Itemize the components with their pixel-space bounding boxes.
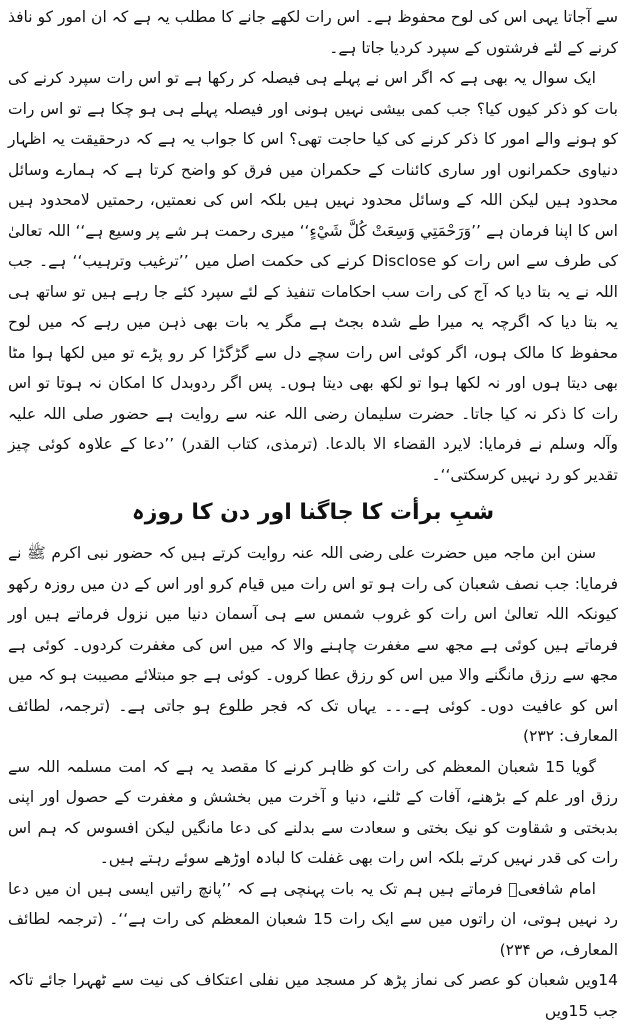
paragraph-question-answer: ایک سوال یہ بھی ہے کہ اگر اس نے پہلے ہی فیصلہ کر رکھا ہے تو اس رات سپرد کرنے کی بات کو ذکر کیوں کیا؟ جب کمی بیشی نہیں ہونی اور فیصلہ پہلے ہی ہو چکا ہے تو اس رات کو ہونے والے امور کا ذکر کرنے کی کیا حاجت تھی؟ اس کا جواب یہ ہے کہ درحقیقت یہ اظہار دنیاوی حکمرانوں اور ساری کائنات کے حکمران میں فرق کو واضح کرتا ہے کہ ہمارے وسائل محدود ہیں لیکن اللہ کے وسائل محدود نہیں ہیں بلکہ اس کی نعمتیں، رحمتیں لامحدود ہیں اس کا اپنا فرمان ہے ’’وَرَحْمَتِي وَسِعَتْ كُلَّ شَيْءٍ‘‘ میری رحمت ہر شے پر وسیع ہے‘‘ اللہ تعالیٰ کی طرف سے اس رات کو Disclose کرنے کی حکمت اصل میں ’’ترغیب وترہیب‘‘ ہے۔ جب اللہ نے یہ بتا دیا کہ آج کی رات سب احکامات تنفیذ کے لئے سپرد کئے جا رہے ہیں تو ساتھ ہی یہ بتا دیا کہ اگرچہ یہ میرا طے شدہ بجٹ ہے مگر یہ بات بھی ذہن میں رہے کہ میں لوح محفوظ کا مالک ہوں، اگر کوئی اس رات سچے دل سے گڑگڑا کر رو پڑے تو میں لکھا ہوا مٹا بھی دیتا ہوں اور نہ لکھا ہوا تو لکھ بھی دیتا ہوں۔ پس اگر ردوبدل کا امکان نہ ہوتا تو اس رات کا ذکر نہ کیا جاتا۔ حضرت سلیمان رضی اللہ عنہ سے روایت ہے حضور صلی اللہ علیہ وآلہ وسلم نے فرمایا: لایرد القضاء الا بالدعا. (ترمذی، کتاب القدر) ’’دعا کے علاوہ کوئی چیز تقدیر کو رد نہیں کرسکتی‘‘۔	[8, 69, 618, 484]
paragraph-itikaf: 14ویں شعبان کو عصر کی نماز پڑھ کر مسجد میں نفلی اعتکاف کی نیت سے ٹھہرا جائے تاکہ جب 15ویں	[8, 971, 618, 1020]
paragraph-lawh-mahfooz: سے آجاتا یہی اس کی لوح محفوظ ہے۔ اس رات لکھے جانے کا مطلب یہ ہے کہ ان امور کو نافذ کرنے کے لئے فرشتوں کے سپرد کردیا جاتا ہے۔	[8, 8, 618, 57]
section-heading: شبِ برأت کا جاگنا اور دن کا روزہ	[131, 500, 495, 525]
paragraph-purpose-of-night: گویا 15 شعبان المعظم کی رات کو ظاہر کرنے کا مقصد یہ ہے کہ امت مسلمہ اللہ سے رزق اور علم کے بڑھنے، آفات کے ٹلنے، دنیا و آخرت میں بخشش و مغفرت کے حصول اور اپنی بدبختی و شقاوت کو نیک بختی و سعادت سے بدلنے کی دعا مانگیں لیکن افسوس کہ ہم اس رات کی قدر نہیں کرتے بلکہ اس رات بھی غفلت کا لبادہ اوڑھے سوئے رہتے ہیں۔	[8, 757, 618, 867]
paragraph-imam-shafi: امام شافعیؒ فرماتے ہیں ہم تک یہ بات پہنچی ہے کہ ’’پانچ راتیں ایسی ہیں ان میں دعا رد نہیں ہوتی، ان راتوں میں سے ایک رات 15 شعبان المعظم کی رات ہے‘‘۔ (ترجمہ لطائف المعارف، ص ۲۳۴)	[8, 879, 618, 959]
paragraph-ibn-majah-hadith: سنن ابن ماجہ میں حضرت علی رضی اللہ عنہ روایت کرتے ہیں کہ حضور نبی اکرم ﷺ نے فرمایا: جب نصف شعبان کی رات ہو تو اس رات میں قیام کرو اور اس کے دن میں روزہ رکھو کیونکہ اللہ تعالیٰ اس رات کو غروب شمس سے ہی آسمان دنیا میں نزول فرماتے ہیں اور فرماتے ہیں کوئی ہے مجھ سے مغفرت چاہنے والا کہ میں اس کی مغفرت کردوں۔ کوئی ہے مجھ سے رزق مانگنے والا میں اس کو رزق عطا کروں۔ کوئی ہے جو مبتلائے مصیبت ہو کہ میں اس کو عافیت دوں۔ کوئی ہے۔۔۔ یہاں تک کہ فجر طلوع ہو جاتی ہے۔ (ترجمہ، لطائف المعارف: ۲۳۲)	[8, 544, 618, 745]
